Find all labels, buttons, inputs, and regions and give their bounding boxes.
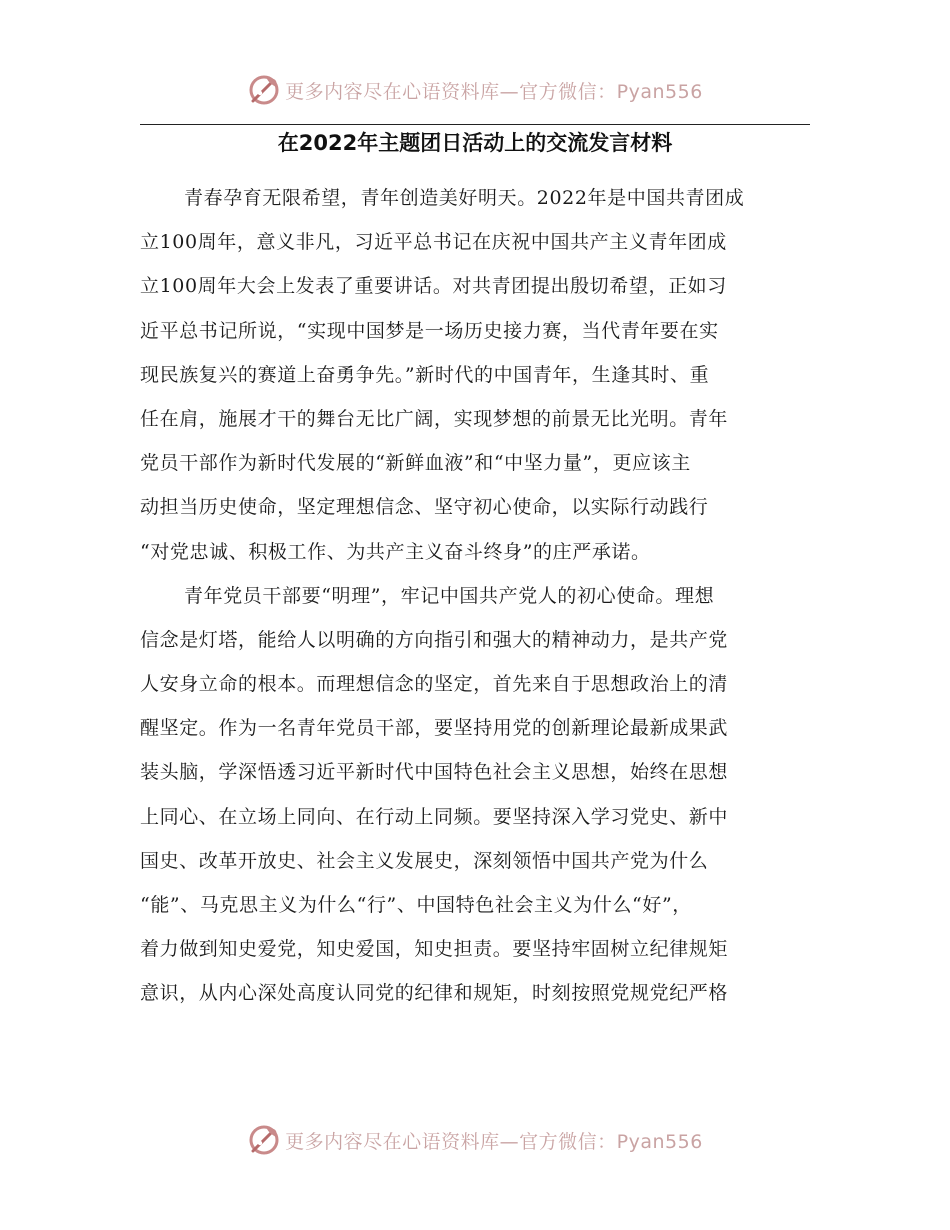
text-line: 人安身立命的根本。而理想信念的坚定，首先来自于思想政治上的清	[140, 673, 729, 696]
text-line: 立100周年大会上发表了重要讲话。对共青团提出殷切希望，正如习	[140, 275, 727, 298]
document-title: 在2022年主题团日活动上的交流发言材料	[277, 131, 673, 155]
text-line: 装头脑，学深悟透习近平新时代中国特色社会主义思想，始终在思想	[140, 761, 729, 784]
footer-watermark-text: 更多内容尽在心语资料库—官方微信：Pyan556	[285, 1130, 703, 1153]
text-line: 意识，从内心深处高度认同党的纪律和规矩，时刻按照党规党纪严格	[140, 982, 729, 1005]
text-line: 动担当历史使命，坚定理想信念、坚守初心使命，以实际行动践行	[140, 496, 709, 519]
footer-watermark-banner	[0, 1120, 950, 1160]
text-line: 信念是灯塔，能给人以明确的方向指引和强大的精神动力，是共产党	[140, 628, 729, 651]
text-line: 任在肩，施展才干的舞台无比广阔，实现梦想的前景无比光明。青年	[140, 407, 729, 430]
text-line: “对党忠诚、积极工作、为共产主义奋斗终身”的庄严承诺。	[140, 540, 651, 563]
text-line: 立100周年，意义非凡，习近平总书记在庆祝中国共产主义青年团成	[140, 231, 727, 254]
text-line: “能”、马克思主义为什么“行”、中国特色社会主义为什么“好”，	[140, 894, 692, 916]
text-line: 醒坚定。作为一名青年党员干部，要坚持用党的创新理论最新成果武	[140, 717, 729, 740]
text-line: 现民族复兴的赛道上奋勇争先。”新时代的中国青年，生逢其时、重	[140, 363, 710, 386]
text-line: 青春孕育无限希望，青年创造美好明天。2022年是中国共青团成	[184, 187, 745, 209]
document-body	[140, 176, 810, 1016]
quill-logo-icon	[247, 73, 281, 107]
header-divider	[140, 124, 810, 125]
text-line: 党员干部作为新时代发展的“新鲜血液”和“中坚力量”，更应该主	[140, 452, 691, 475]
header-watermark-text: 更多内容尽在心语资料库—官方微信：Pyan556	[285, 80, 703, 103]
text-line: 青年党员干部要“明理”，牢记中国共产党人的初心使命。理想	[184, 584, 715, 607]
quill-logo-icon	[247, 1123, 281, 1157]
text-line: 上同心、在立场上同向、在行动上同频。要坚持深入学习党史、新中	[140, 805, 729, 828]
text-line: 着力做到知史爱党，知史爱国，知史担责。要坚持牢固树立纪律规矩	[140, 938, 729, 961]
text-line: 国史、改革开放史、社会主义发展史，深刻领悟中国共产党为什么	[140, 849, 709, 872]
text-line: 近平总书记所说，“实现中国梦是一场历史接力赛，当代青年要在实	[140, 319, 719, 342]
header-watermark-banner	[0, 70, 950, 110]
